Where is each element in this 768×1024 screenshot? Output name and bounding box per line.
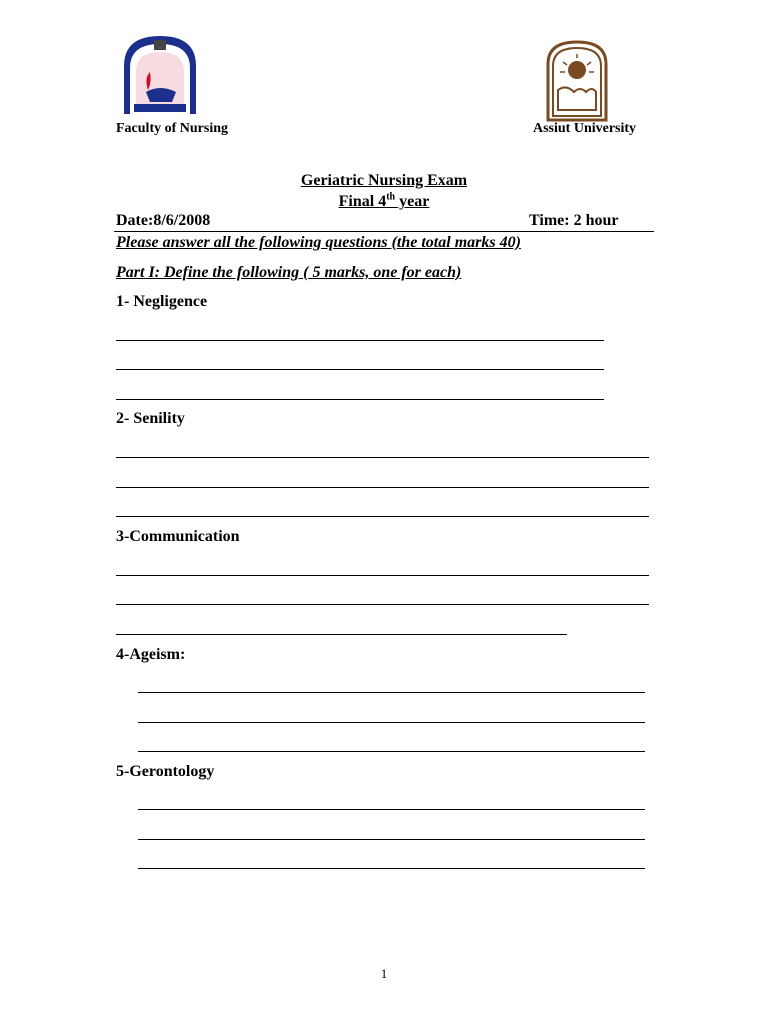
question-4: 4-Ageism: <box>116 646 186 663</box>
exam-date: Date:8/6/2008 <box>116 212 211 229</box>
answer-line[interactable] <box>138 839 645 840</box>
header-rule <box>114 231 654 232</box>
exam-subtitle: Final 4th year <box>338 192 430 211</box>
answer-line[interactable] <box>116 487 649 488</box>
answer-line[interactable] <box>116 604 649 605</box>
answer-line[interactable] <box>116 399 604 400</box>
question-1: 1- Negligence <box>116 293 208 310</box>
question-3: 3-Communication <box>116 528 240 545</box>
answer-line[interactable] <box>116 516 649 517</box>
answer-line[interactable] <box>138 809 645 810</box>
question-5: 5-Gerontology <box>116 763 215 780</box>
page-number: 1 <box>380 966 388 981</box>
answer-line[interactable] <box>138 868 645 869</box>
university-name: Assiut University <box>533 121 637 136</box>
part-heading: Part I: Define the following ( 5 marks, one for each) <box>116 264 462 281</box>
answer-line[interactable] <box>138 751 645 752</box>
instructions: Please answer all the following questions (the total marks 40) <box>116 234 521 251</box>
answer-line[interactable] <box>116 369 604 370</box>
answer-line[interactable] <box>116 575 649 576</box>
question-2: 2- Senility <box>116 410 185 427</box>
university-logo <box>546 40 608 122</box>
answer-line[interactable] <box>116 457 649 458</box>
answer-line[interactable] <box>116 634 567 635</box>
answer-line[interactable] <box>138 692 645 693</box>
exam-title: Geriatric Nursing Exam <box>300 172 468 189</box>
faculty-name: Faculty of Nursing <box>116 121 228 136</box>
answer-line[interactable] <box>116 340 604 341</box>
faculty-logo <box>118 32 202 116</box>
answer-line[interactable] <box>138 722 645 723</box>
exam-time: Time: 2 hour <box>529 212 619 229</box>
